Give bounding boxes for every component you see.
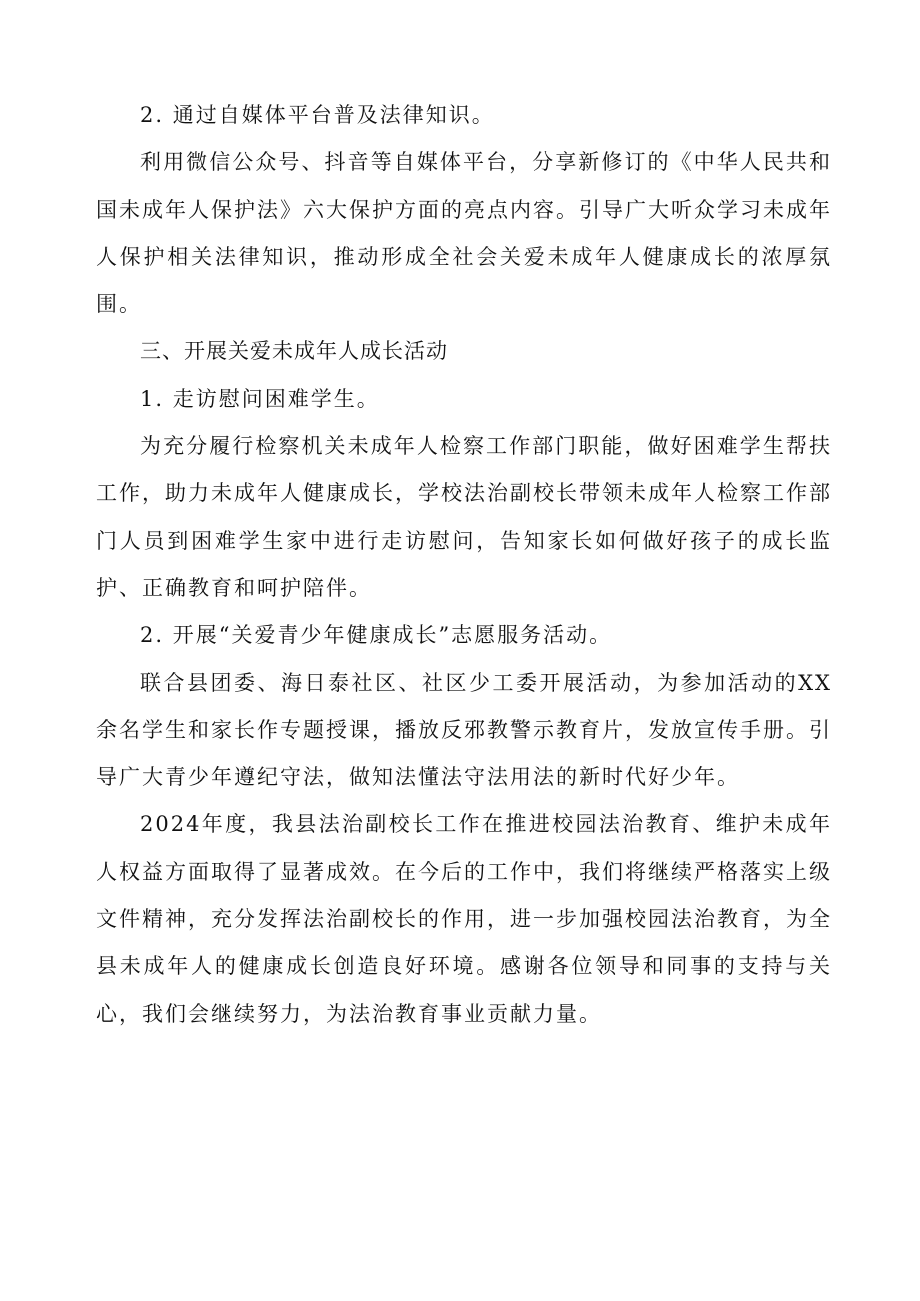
- body-paragraph: 为充分履行检察机关未成年人检察工作部门职能，做好困难学生帮扶工作，助力未成年人健康成长，学校法治副校长带领未成年人检察工作部门人员到困难学生家中进行走访慰问，告知家长如何做好孩子的成长监护、正确教育和呵护陪伴。: [96, 434, 832, 600]
- body-paragraph: 联合县团委、海日泰社区、社区少工委开展活动，为参加活动的XX余名学生和家长作专题授课，播放反邪教警示教育片，发放宣传手册。引导广大青少年遵纪守法，做知法懂法守法用法的新时代好少年。: [96, 670, 832, 790]
- subheading-paragraph: 2. 开展“关爱青少年健康成长”志愿服务活动。: [140, 623, 613, 648]
- body-paragraph: 2024年度，我县法治副校长工作在推进校园法治教育、维护未成年人权益方面取得了显著成效。在今后的工作中，我们将继续严格落实上级文件精神，充分发挥法治副校长的作用，进一步加强校园法治教育，为全县未成年人的健康成长创造良好环境。感谢各位领导和同事的支持与关心，我们会继续努力，为法治教育事业贡献力量。: [96, 812, 832, 1026]
- subheading-paragraph: 1. 走访慰问困难学生。: [140, 386, 380, 411]
- body-paragraph: 利用微信公众号、抖音等自媒体平台，分享新修订的《中华人民共和国未成年人保护法》六大保护方面的亮点内容。引导广大听众学习未成年人保护相关法律知识，推动形成全社会关爱未成年人健康成长的浓厚氛围。: [96, 150, 832, 317]
- section-heading: 三、开展关爱未成年人成长活动: [140, 339, 448, 364]
- subheading-paragraph: 2. 通过自媒体平台普及法律知识。: [140, 103, 495, 127]
- document-body: [96, 92, 832, 1038]
